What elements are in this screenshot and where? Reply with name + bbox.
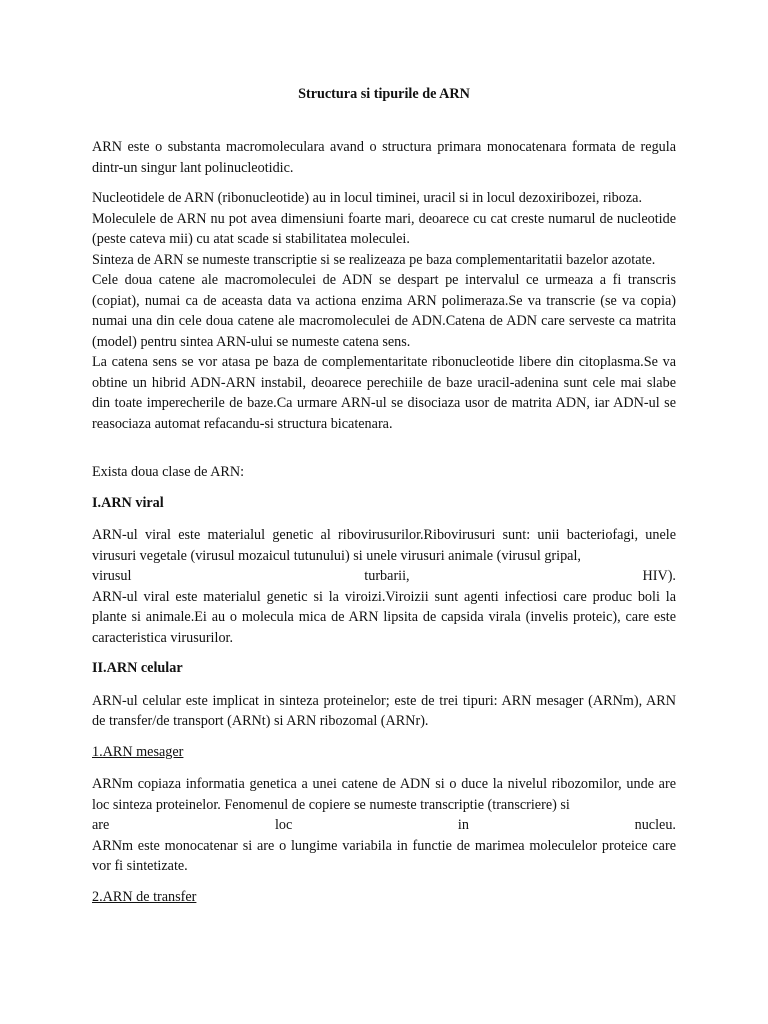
spread-word: virusul [92,568,132,584]
spread-word: turbarii, [364,568,410,584]
spread-word: nucleu. [634,817,676,833]
spread-word: loc [274,817,293,833]
paragraph-viral-a: ARN-ul viral este materialul genetic al ribovirusurilor.Ribovirusuri sunt: unii bacteriofagi, unele virusuri vegetale (virusul mozaicul tutunului) si unele virusuri animale (virusul gripal, [92,527,676,564]
subsection-heading-transfer: 2.ARN de transfer [92,888,197,905]
spread-line-viral [92,566,676,587]
spread-word: HIV). [642,568,676,584]
paragraph-mesager-b: ARNm este monocatenar si are o lungime variabila in functie de marimea moleculelor proteice care vor fi sintetizate. [92,837,676,874]
paragraph-hybrid: La catena sens se vor atasa pe baza de complementaritate ribonucleotide libere din citoplasma.Se va obtine un hibrid ADN-ARN instabil, deoarece perechiile de baze uracil-adenina sunt cele mai slabe din toate imperecherile de baze.Ca urmare ARN-ul se disociaza usor de matrita ADN, iar ADN-ul se reasociaza automat refacandu-si structura bicatenara. [92,354,676,432]
paragraph-mesager-a: ARNm copiaza informatia genetica a unei catene de ADN si o duce la nivelul ribozomilor, unde are loc sinteza proteinelor. Fenomenul de copiere se numeste transcriptie (transcriere) si [92,776,676,813]
spread-line-mesager [92,815,676,836]
spread-word: are [92,817,110,833]
paragraph-transcription: Sinteza de ARN se numeste transcriptie si se realizeaza pe baza complementaritatii bazelor azotate. [92,251,656,268]
section-heading-viral: I.ARN viral [92,494,164,511]
paragraph-molecule-size: Moleculele de ARN nu pot avea dimensiuni foarte mari, deoarece cu cat creste numarul de nucleotide (peste cateva mii) cu atat scade si stabilitatea moleculei. [92,210,676,247]
paragraph-nucleotides: Nucleotidele de ARN (ribonucleotide) au in locul timinei, uracil si in locul dezoxiribozei, riboza. [92,190,642,206]
paragraph-cellular: ARN-ul celular este implicat in sinteza proteinelor; este de trei tipuri: ARN mesager (ARNm), ARN de transfer/de transport (ARNt) si ARN ribozomal (ARNr). [92,692,676,729]
subsection-heading-mesager: 1.ARN mesager [92,743,184,760]
paragraph-classes-intro: Exista doua clase de ARN: [92,464,245,480]
section-heading-cellular: II.ARN celular [92,660,183,676]
paragraph-strands: Cele doua catene ale macromoleculei de ADN se despart pe intervalul ce urmeaza a fi transcris (copiat), numai ca de aceasta data va actiona enzima ARN polimeraza.Se va transcrie (se va copia) numai una din cele doua catene ale macromoleculei de ADN.Catena de ADN care serveste ca matrita (model) pentru sintea ARN-ului se numeste catena sens. [92,272,676,350]
page-title: Structura si tipurile de ARN [298,86,470,102]
paragraph-intro: ARN este o substanta macromoleculara avand o structura primara monocatenara formata de regula dintr-un singur lant polinucleotidic. [92,139,676,176]
spread-word: in [457,817,469,833]
paragraph-viral-b: ARN-ul viral este materialul genetic si la viroizi.Viroizii sunt agenti infectiosi care produc boli la plante si animale.Ei au o molecula mica de ARN lipsita de capsida virala (invelis proteic), care este caracteristica virusurilor. [92,588,676,646]
